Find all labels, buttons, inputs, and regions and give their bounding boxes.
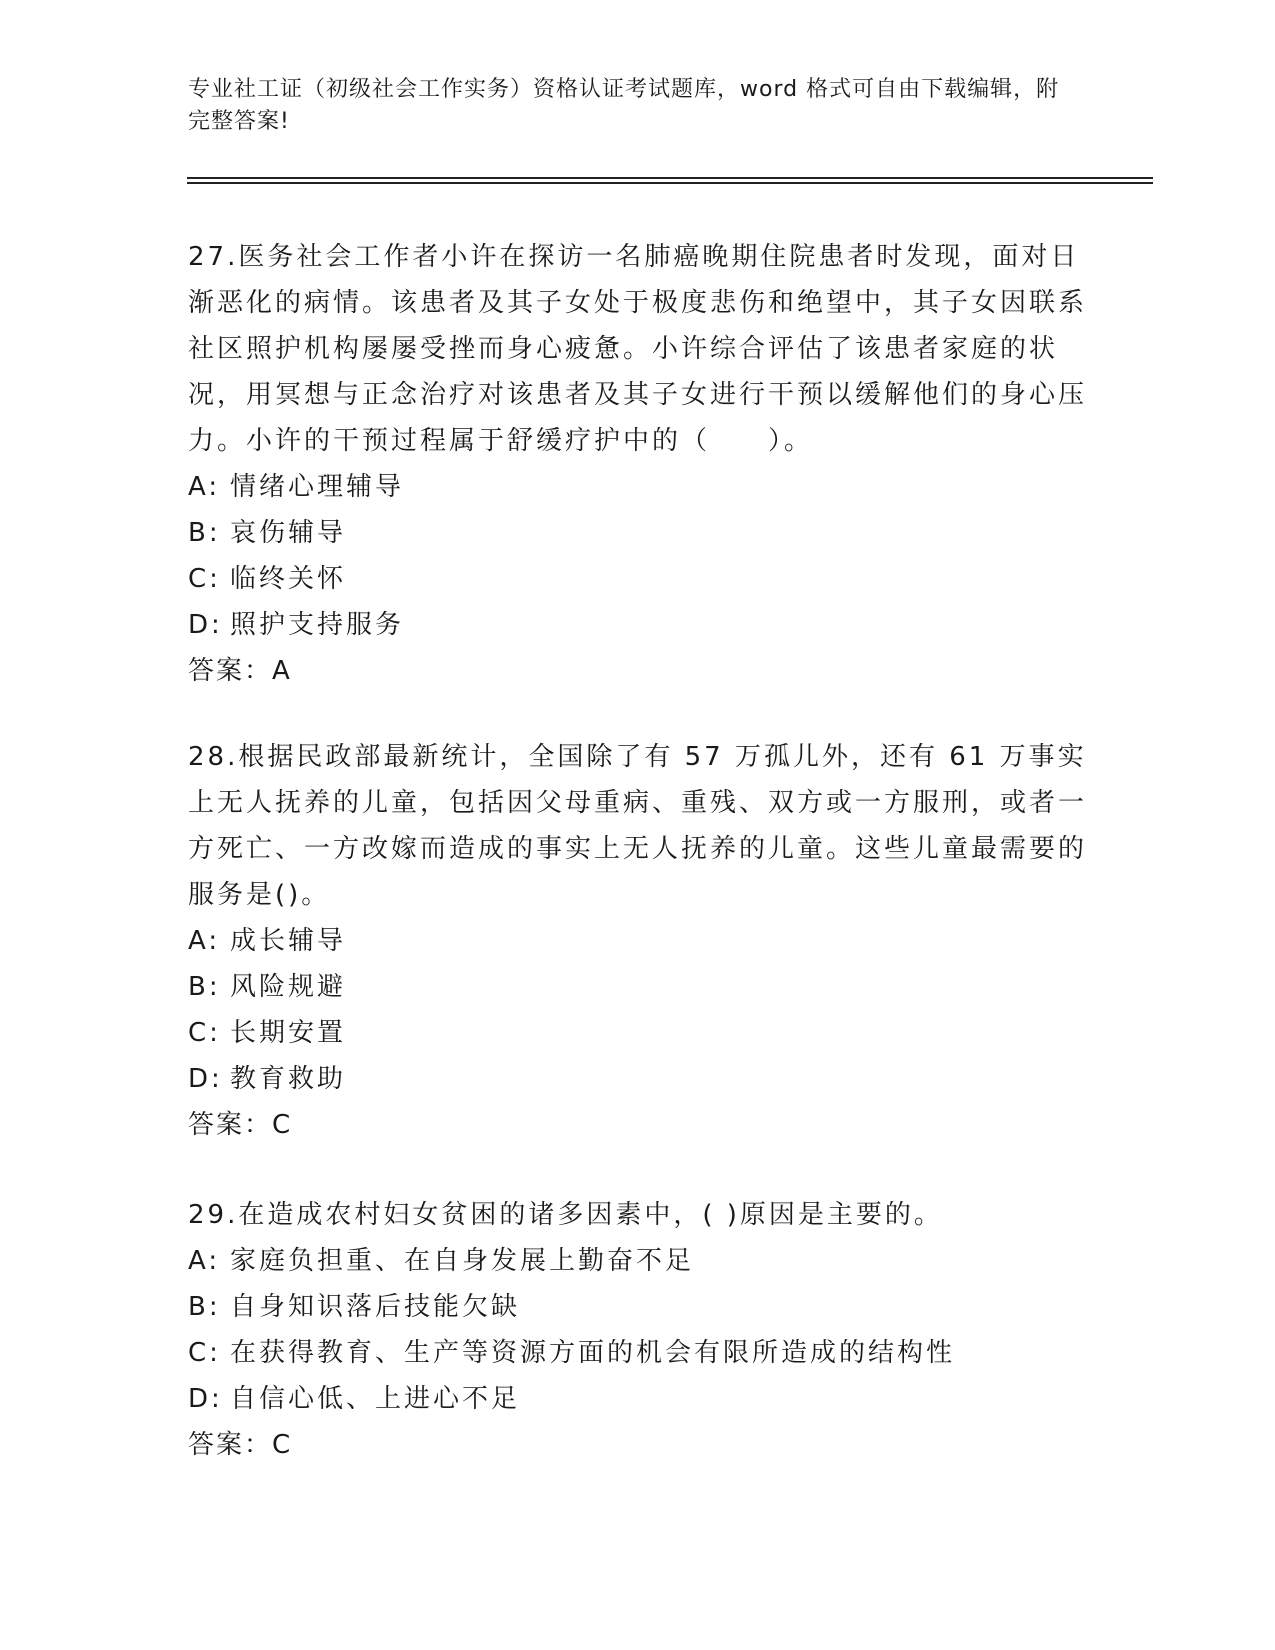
header-divider-bottom <box>187 182 1153 184</box>
question-27 <box>188 234 1088 694</box>
option-letter: C: <box>188 1338 221 1368</box>
answer-line: 答案：C <box>188 1110 293 1140</box>
answer-line: 答案：A <box>188 656 292 686</box>
option-letter: C: <box>188 564 221 594</box>
question-28 <box>188 734 1088 1148</box>
question-stem: 29.在造成农村妇女贫困的诸多因素中，( )原因是主要的。 <box>188 1200 943 1230</box>
option-a <box>188 464 1088 510</box>
option-text: 成长辅导 <box>230 926 347 956</box>
question-stem: 28.根据民政部最新统计，全国除了有 57 万孤儿外，还有 61 万事实上无人抚养的儿童，包括因父母重病、重残、双方或一方服刑，或者一方死亡、一方改嫁而造成的事实上无人抚养的儿童。这些儿童最需要的服务是()。 <box>188 742 1088 910</box>
option-c <box>188 1330 1088 1376</box>
option-b <box>188 510 1088 556</box>
option-a <box>188 918 1088 964</box>
option-text: 情绪心理辅导 <box>230 472 405 502</box>
header-divider-top <box>187 177 1153 179</box>
option-text: 自身知识落后技能欠缺 <box>230 1292 521 1322</box>
option-letter: A: <box>188 926 221 956</box>
option-c <box>188 556 1088 602</box>
option-letter: D: <box>188 1384 223 1414</box>
option-d <box>188 1056 1088 1102</box>
option-text: 照护支持服务 <box>230 610 405 640</box>
option-letter: C: <box>188 1018 221 1048</box>
question-29 <box>188 1192 1088 1468</box>
option-letter: B: <box>188 1292 221 1322</box>
option-letter: A: <box>188 1246 221 1276</box>
document-header-title: 专业社工证（初级社会工作实务）资格认证考试题库，word 格式可自由下载编辑，附完整答案! <box>188 77 1060 134</box>
option-d <box>188 1376 1088 1422</box>
option-text: 教育救助 <box>230 1064 347 1094</box>
option-text: 长期安置 <box>230 1018 347 1048</box>
option-text: 自信心低、上进心不足 <box>230 1384 521 1414</box>
option-a <box>188 1238 1088 1284</box>
option-letter: A: <box>188 472 221 502</box>
option-c <box>188 1010 1088 1056</box>
question-stem: 27.医务社会工作者小许在探访一名肺癌晚期住院患者时发现，面对日渐恶化的病情。该患者及其子女处于极度悲伤和绝望中，其子女因联系社区照护机构屡屡受挫而身心疲惫。小许综合评估了该患者家庭的状况，用冥想与正念治疗对该患者及其子女进行干预以缓解他们的身心压力。小许的干预过程属于舒缓疗护中的（ ）。 <box>188 242 1088 456</box>
option-d <box>188 602 1088 648</box>
option-letter: D: <box>188 1064 223 1094</box>
option-text: 风险规避 <box>230 972 347 1002</box>
option-text: 临终关怀 <box>230 564 347 594</box>
option-b <box>188 1284 1088 1330</box>
option-text: 家庭负担重、在自身发展上勤奋不足 <box>230 1246 695 1276</box>
answer-line: 答案：C <box>188 1430 293 1460</box>
option-letter: B: <box>188 972 221 1002</box>
option-b <box>188 964 1088 1010</box>
option-text: 哀伤辅导 <box>230 518 347 548</box>
option-letter: B: <box>188 518 221 548</box>
option-text: 在获得教育、生产等资源方面的机会有限所造成的结构性 <box>230 1338 956 1368</box>
option-letter: D: <box>188 610 223 640</box>
